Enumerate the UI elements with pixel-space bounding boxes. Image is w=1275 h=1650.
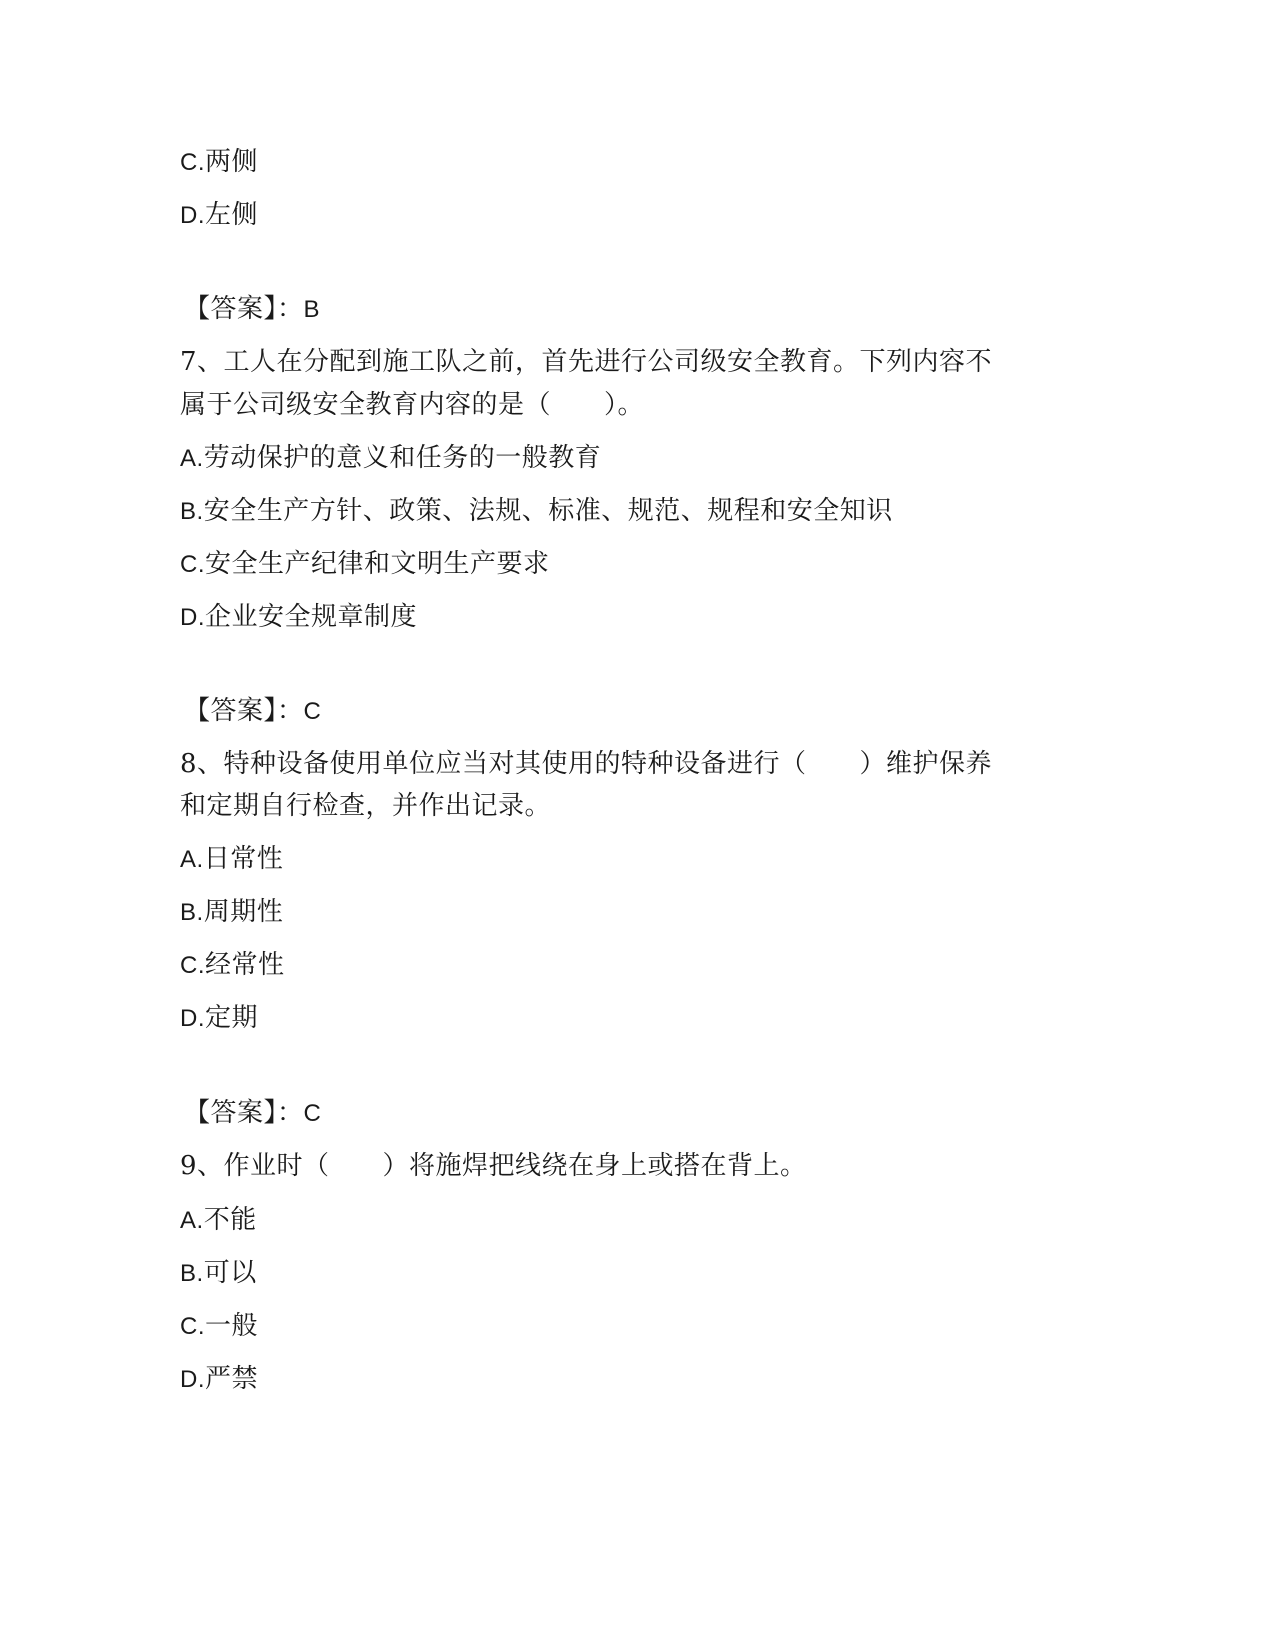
- option-c: C.安全生产纪律和文明生产要求: [180, 549, 550, 579]
- question-stem: 8、特种设备使用单位应当对其使用的特种设备进行（ ）维护保养: [180, 749, 993, 779]
- option-c: C.一般: [180, 1311, 259, 1341]
- answer-line: 【答案】：C: [184, 696, 322, 726]
- question-stem-continued: 属于公司级安全教育内容的是（ ）。: [180, 390, 645, 420]
- option-c: C.两侧: [180, 147, 259, 177]
- option-b: B.周期性: [180, 897, 284, 927]
- option-b: B.安全生产方针、政策、法规、标准、规范、规程和安全知识: [180, 496, 893, 526]
- question-stem: 7、工人在分配到施工队之前，首先进行公司级安全教育。下列内容不: [180, 347, 993, 377]
- answer-line: 【答案】：B: [184, 294, 321, 324]
- option-c: C.经常性: [180, 950, 285, 980]
- option-a: A.劳动保护的意义和任务的一般教育: [180, 443, 602, 473]
- option-d: D.严禁: [180, 1364, 259, 1394]
- option-a: A.不能: [180, 1205, 257, 1235]
- option-a: A.日常性: [180, 844, 284, 874]
- question-stem: 9、作业时（ ）将施焊把线绕在身上或搭在背上。: [180, 1151, 807, 1181]
- option-d: D.定期: [180, 1003, 259, 1033]
- answer-line: 【答案】：C: [184, 1098, 322, 1128]
- option-d: D.左侧: [180, 200, 259, 230]
- question-stem-continued: 和定期自行检查，并作出记录。: [180, 791, 552, 821]
- option-d: D.企业安全规章制度: [180, 602, 418, 632]
- option-b: B.可以: [180, 1258, 257, 1288]
